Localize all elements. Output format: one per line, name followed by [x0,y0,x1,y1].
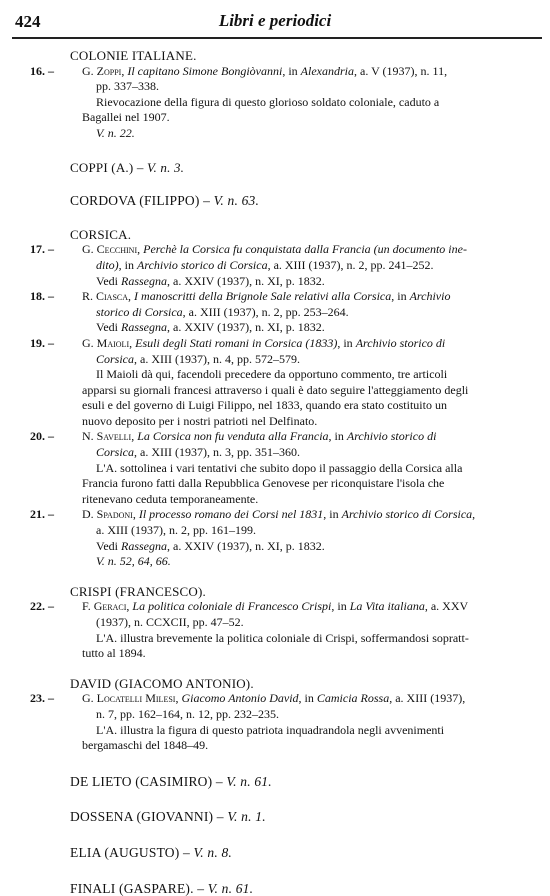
page-body [0,48,550,896]
rassegna-reference: Vedi Rassegna, a. XXIV (1937), n. XI, p. 1832. [96,273,325,288]
section-heading-colonie: COLONIE ITALIANE. [70,48,197,63]
section-heading-coppi: COPPI (A.) – V. n. 3. [70,159,185,175]
entry-number: 20. – [30,429,54,444]
abstract-line: nuovo deposito per i nostri patrioti nel Delfinato. [82,413,318,428]
page-header [0,0,550,40]
abstract-line: esuli e del governo di Luigi Filippo, nel 1833, quando era stato costituito un [82,398,447,413]
abstract-line: tutto al 1894. [82,646,146,661]
abstract-line: L'A. illustra brevemente la politica coloniale di Crispi, soffermandosi sopratt- [96,630,469,645]
abstract-line: Rievocazione della figura di questo glorioso soldato coloniale, caduto a [96,94,440,109]
entry-number: 17. – [30,242,54,257]
entry-20: 20. – N. Savelli, La Corsica non fu venduta alla Francia, in Archivio storico di Corsica, a. XIII (1937), n. 3, pp. 351–360. L'A. sottolinea i vari tentativi che subito dopo il passaggio della Corsica alla Francia furono fatti dalla Repubblica Genovese per riconquistare l'isola che ritenevano ceduta temporaneamente. [0,429,550,507]
section-heading-dossena: DOSSENA (GIOVANNI) – V. n. 1. [70,809,266,825]
entry-number: 18. – [30,289,54,304]
page-number: 424 [15,12,41,31]
entry-number: 22. – [30,599,54,614]
abstract-line: L'A. sottolinea i vari tentativi che subito dopo il passaggio della Corsica alla [96,460,463,475]
section-heading-crispi: CRISPI (FRANCESCO). [70,583,206,599]
abstract-line: bergamaschi del 1848–49. [82,738,209,753]
entry-18: 18. – R. Ciasca, I manoscritti della Brignole Sale relativi alla Corsica, in Archivio storico di Corsica, a. XIII (1937), n. 2, pp. 253–264. Vedi Rassegna, a. XXIV (1937), n. XI, p. 1832. [0,289,550,336]
cross-reference: V. n. 22. [96,125,135,140]
section-heading-de-lieto: DE LIETO (CASIMIRO) – V. n. 61. [70,773,272,789]
abstract-line: Il Maioli dà qui, facendoli precedere da opportuno commento, tre articoli [96,367,448,382]
entry-23: 23. – G. Locatelli Milesi, Giacomo Antonio David, in Camicia Rossa, a. XIII (1937), n. 7, pp. 162–164, n. 12, pp. 232–235. L'A. illustra la figura di questo patriota inquadrandola negli avvenimenti bergamaschi del 1848–49. [0,691,550,753]
abstract-line: ritenevano ceduta temporaneamente. [82,491,259,506]
section-heading-elia: ELIA (AUGUSTO) – V. n. 8. [70,844,233,860]
cross-reference: V. n. 52, 64, 66. [96,554,171,569]
header-rule [12,37,542,39]
entry-22: 22. – F. Geraci, La politica coloniale di Francesco Crispi, in La Vita italiana, a. XXV (1937), n. CCXCII, pp. 47–52. L'A. illustra brevemente la politica coloniale di Crispi, soffermandosi sopratt- tutto al 1894. [0,599,550,661]
citation-line: pp. 337–338. [96,79,159,94]
entry-number: 21. – [30,507,54,522]
abstract-line: Francia furono fatti dalla Repubblica Genovese per riconquistare l'isola che [82,476,445,491]
entry-number: 16. – [30,63,54,78]
section-heading-corsica: CORSICA. [70,226,132,242]
abstract-line: apparsi su giornali francesi attraverso i quali è dato seguire l'atteggiamento degli [82,382,469,397]
entry-17: 17. – G. Cecchini, Perchè la Corsica fu conquistata dalla Francia (un documento ine- dito), in Archivio storico di Corsica, a. XIII (1937), n. 2, pp. 241–252. Vedi Rassegna, a. XXIV (1937), n. XI, p. 1832. [0,242,550,289]
section-heading-finali: FINALI (GASPARE). – V. n. 61. [70,880,254,896]
entry-number: 23. – [30,691,54,706]
citation-line: G. Zoppi, Il capitano Simone Bongiòvanni, in Alexandria, a. V (1937), n. 11, [82,63,448,78]
entry-21: 21. – D. Spadoni, Il processo romano dei Corsi nel 1831, in Archivio storico di Corsica, a. XIII (1937), n. 2, pp. 161–199. Vedi Rassegna, a. XXIV (1937), n. XI, p. 1832. V. n. 52, 64, 66. [0,507,550,569]
rassegna-reference: Vedi Rassegna, a. XXIV (1937), n. XI, p. 1832. [96,538,325,553]
abstract-line: L'A. illustra la figura di questo patriota inquadrandola negli avvenimenti [96,722,445,737]
section-heading-cordova: CORDOVA (FILIPPO) – V. n. 63. [70,193,260,209]
entry-number: 19. – [30,335,54,350]
section-heading-david: DAVID (GIACOMO ANTONIO). [70,675,254,691]
entry-19: 19. – G. Maioli, Esuli degli Stati romani in Corsica (1833), in Archivio storico di Corsica, a. XIII (1937), n. 4, pp. 572–579. Il Maioli dà qui, facendoli precedere da opportuno commento, tre articoli apparsi su giornali francesi attraverso i quali è dato seguire l'atteggiamento degli esuli e del governo di Luigi Filippo, nel 1833, quando era stato costituito un nuovo deposito per i nostri patrioti nel Delfinato. [0,336,550,430]
running-title: Libri e periodici [218,11,332,30]
abstract-line: Bagallei nel 1907. [82,110,170,125]
entry-16 [0,64,550,142]
rassegna-reference: Vedi Rassegna, a. XXIV (1937), n. XI, p. 1832. [96,320,325,335]
